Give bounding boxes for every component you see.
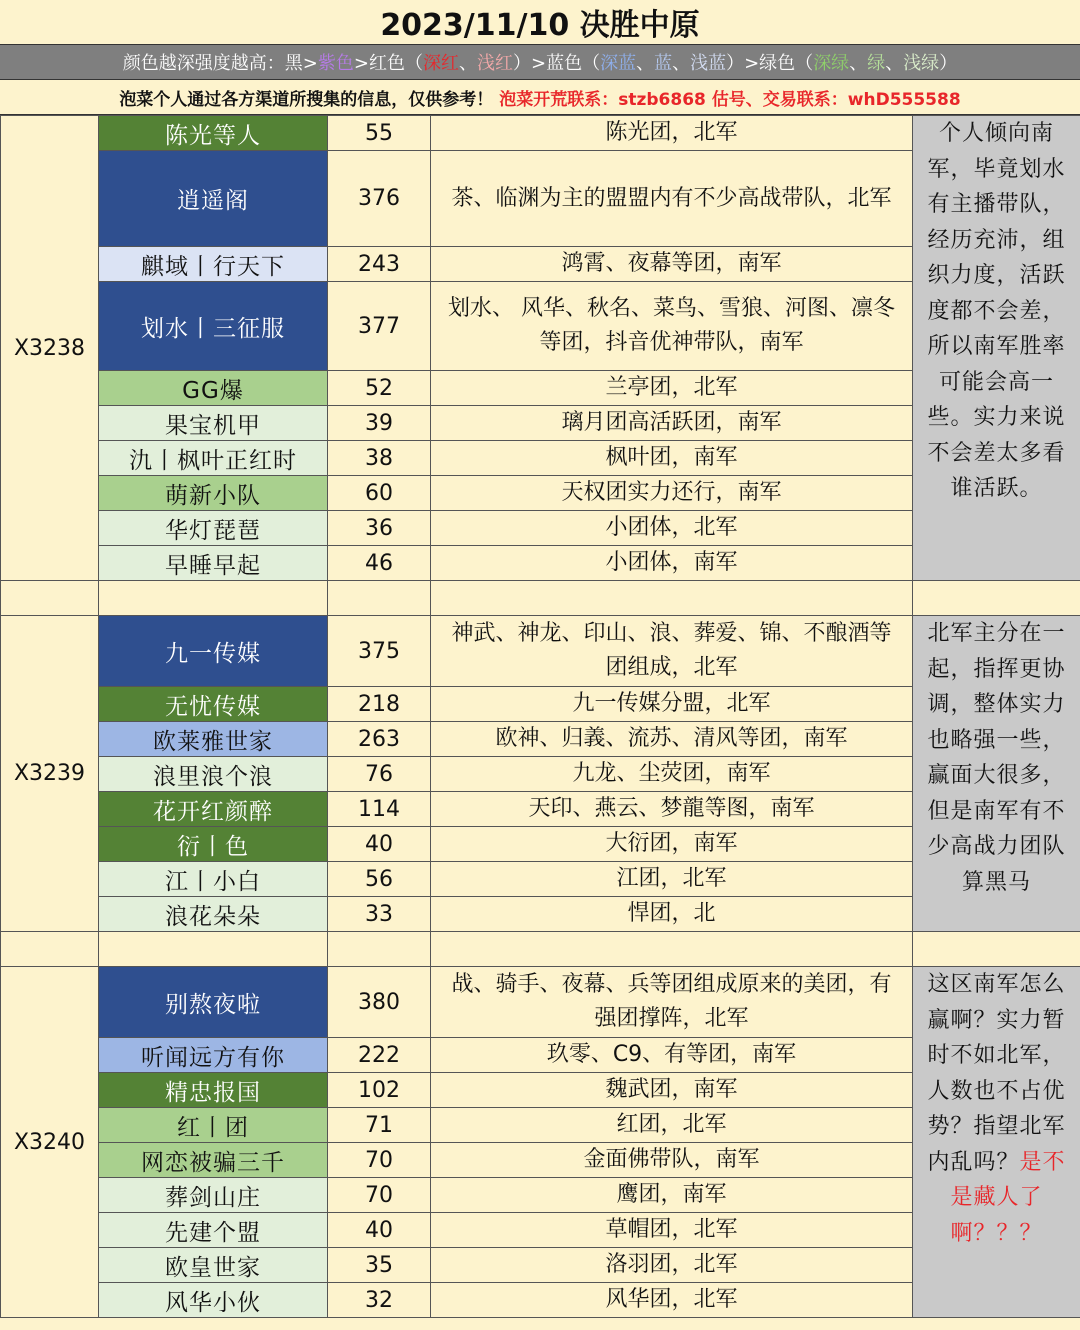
alliance-name: 网恋被骗三千 bbox=[99, 1143, 328, 1178]
legend-purple: 紫色 bbox=[317, 53, 354, 74]
alliance-name: 先建个盟 bbox=[99, 1213, 328, 1248]
comment-text: 个人倾向南军，毕竟划水有主播带队，经历充沛，组织力度，活跃度都不会差，所以南军胜率可能会高一些。实力来说不会差太多看谁活跃。 bbox=[927, 121, 1066, 501]
member-count: 375 bbox=[328, 616, 431, 687]
spacer-cell bbox=[99, 581, 328, 616]
alliance-name: 陈光等人 bbox=[99, 116, 328, 151]
member-count: 40 bbox=[328, 1213, 431, 1248]
member-count: 243 bbox=[328, 247, 431, 282]
alliance-note: 鸿霄、夜幕等团，南军 bbox=[431, 247, 913, 282]
legend-deep-red: 深红 bbox=[423, 53, 459, 74]
page-title: 2023/11/10 决胜中原 bbox=[0, 0, 1080, 45]
member-count: 46 bbox=[328, 546, 431, 581]
alliance-note: 红团，北军 bbox=[431, 1108, 913, 1143]
legend-light-blue: 浅蓝 bbox=[690, 53, 727, 74]
alliance-note: 洛羽团，北军 bbox=[431, 1248, 913, 1283]
member-count: 38 bbox=[328, 441, 431, 476]
member-count: 71 bbox=[328, 1108, 431, 1143]
alliance-name: 别熬夜啦 bbox=[99, 967, 328, 1038]
member-count: 114 bbox=[328, 792, 431, 827]
member-count: 52 bbox=[328, 371, 431, 406]
legend-light-green: 浅绿 bbox=[903, 53, 940, 74]
spacer-row bbox=[1, 581, 1080, 616]
legend-sep: 、 bbox=[885, 53, 904, 74]
member-count: 32 bbox=[328, 1283, 431, 1318]
legend-deep-blue: 深蓝 bbox=[600, 53, 637, 74]
alliance-name: GG爆 bbox=[99, 371, 328, 406]
alliance-note: 鹰团，南军 bbox=[431, 1178, 913, 1213]
legend-green: 绿 bbox=[867, 53, 886, 74]
legend-sep: 、 bbox=[459, 53, 477, 74]
legend-sep: 、 bbox=[636, 53, 655, 74]
color-legend bbox=[0, 45, 1080, 80]
alliance-name: 江丨小白 bbox=[99, 862, 328, 897]
alliance-note: 兰亭团，北军 bbox=[431, 371, 913, 406]
member-count: 102 bbox=[328, 1073, 431, 1108]
alliance-name: 划水丨三征服 bbox=[99, 282, 328, 371]
alliance-note: 天印、燕云、梦龍等图，南军 bbox=[431, 792, 913, 827]
member-count: 40 bbox=[328, 827, 431, 862]
analysis-comment bbox=[913, 967, 1080, 1318]
legend-prefix: 颜色越深强度越高：黑> bbox=[122, 53, 318, 74]
alliance-note: 枫叶团，南军 bbox=[431, 441, 913, 476]
alliance-name: 风华小伙 bbox=[99, 1283, 328, 1318]
member-count: 380 bbox=[328, 967, 431, 1038]
alliance-name: 九一传媒 bbox=[99, 616, 328, 687]
alliance-name: 红丨团 bbox=[99, 1108, 328, 1143]
notice-bar bbox=[0, 80, 1080, 115]
table-row bbox=[1, 967, 1080, 1038]
alliance-note: 划水、 风华、秋名、菜鸟、雪狼、河图、凛冬等团，抖音优神带队，南军 bbox=[431, 282, 913, 371]
spacer-cell bbox=[913, 932, 1080, 967]
member-count: 76 bbox=[328, 757, 431, 792]
alliance-name: 氿丨枫叶正红时 bbox=[99, 441, 328, 476]
alliance-name: 无忧传媒 bbox=[99, 687, 328, 722]
alliance-name: 浪里浪个浪 bbox=[99, 757, 328, 792]
table-row bbox=[1, 616, 1080, 687]
alliance-name: 听闻远方有你 bbox=[99, 1038, 328, 1073]
alliance-note: 九龙、尘荧团，南军 bbox=[431, 757, 913, 792]
alliance-name: 萌新小队 bbox=[99, 476, 328, 511]
alliance-note: 天权团实力还行，南军 bbox=[431, 476, 913, 511]
legend-light-red: 浅红 bbox=[477, 53, 513, 74]
member-count: 39 bbox=[328, 406, 431, 441]
alliance-note: 神武、神龙、印山、浪、葬爱、锦、不酿酒等团组成，北军 bbox=[431, 616, 913, 687]
alliance-name: 葬剑山庄 bbox=[99, 1178, 328, 1213]
alliance-name: 逍遥阁 bbox=[99, 151, 328, 247]
member-count: 70 bbox=[328, 1178, 431, 1213]
member-count: 263 bbox=[328, 722, 431, 757]
alliance-name: 早睡早起 bbox=[99, 546, 328, 581]
alliance-note: 九一传媒分盟，北军 bbox=[431, 687, 913, 722]
server-id: X3240 bbox=[1, 967, 99, 1318]
alliance-note: 魏武团，南军 bbox=[431, 1073, 913, 1108]
member-count: 222 bbox=[328, 1038, 431, 1073]
analysis-comment bbox=[913, 616, 1080, 932]
alliance-name: 华灯琵琶 bbox=[99, 511, 328, 546]
alliance-note: 江团，北军 bbox=[431, 862, 913, 897]
spacer-cell bbox=[1, 581, 99, 616]
notice-text: 泡菜个人通过各方渠道所搜集的信息，仅供参考！ bbox=[119, 89, 494, 110]
legend-blue: 蓝 bbox=[654, 53, 673, 74]
table-body bbox=[1, 116, 1080, 1318]
alliance-name: 衍丨色 bbox=[99, 827, 328, 862]
member-count: 376 bbox=[328, 151, 431, 247]
member-count: 218 bbox=[328, 687, 431, 722]
member-count: 33 bbox=[328, 897, 431, 932]
member-count: 36 bbox=[328, 511, 431, 546]
spacer-cell bbox=[328, 581, 431, 616]
legend-green-part: ）>绿色（ bbox=[726, 53, 814, 74]
member-count: 35 bbox=[328, 1248, 431, 1283]
spacer-cell bbox=[431, 581, 913, 616]
legend-red-part: >红色（ bbox=[353, 53, 423, 74]
spacer-cell bbox=[913, 581, 1080, 616]
alliance-name: 果宝机甲 bbox=[99, 406, 328, 441]
alliance-name: 浪花朵朵 bbox=[99, 897, 328, 932]
legend-sep: 、 bbox=[849, 53, 868, 74]
alliance-table bbox=[0, 115, 1080, 1318]
notice-contact: 泡菜开荒联系：stzb6868 估号、交易联系：whD555588 bbox=[499, 89, 961, 110]
alliance-name: 花开红颜醉 bbox=[99, 792, 328, 827]
alliance-note: 大衍团，南军 bbox=[431, 827, 913, 862]
legend-suffix: ） bbox=[939, 53, 958, 74]
alliance-note: 小团体，北军 bbox=[431, 511, 913, 546]
analysis-comment bbox=[913, 116, 1080, 581]
comment-highlight: 是不是藏人了啊？？？ bbox=[950, 1149, 1066, 1246]
spacer-cell bbox=[431, 932, 913, 967]
server-id: X3239 bbox=[1, 616, 99, 932]
spacer-row bbox=[1, 932, 1080, 967]
spacer-cell bbox=[328, 932, 431, 967]
spacer-cell bbox=[1, 932, 99, 967]
alliance-note: 悍团，北 bbox=[431, 897, 913, 932]
alliance-note: 小团体，南军 bbox=[431, 546, 913, 581]
member-count: 56 bbox=[328, 862, 431, 897]
alliance-name: 精忠报国 bbox=[99, 1073, 328, 1108]
table-row bbox=[1, 116, 1080, 151]
alliance-name: 欧莱雅世家 bbox=[99, 722, 328, 757]
alliance-note: 战、骑手、夜幕、兵等团组成原来的美团，有强团撑阵，北军 bbox=[431, 967, 913, 1038]
comment-text: 这区南军怎么赢啊？实力暂时不如北军，人数也不占优势？指望北军内乱吗？ bbox=[927, 972, 1066, 1175]
alliance-note: 风华团，北军 bbox=[431, 1283, 913, 1318]
alliance-note: 茶、临渊为主的盟盟内有不少高战带队，北军 bbox=[431, 151, 913, 247]
alliance-name: 麒域丨行天下 bbox=[99, 247, 328, 282]
member-count: 55 bbox=[328, 116, 431, 151]
alliance-note: 陈光团，北军 bbox=[431, 116, 913, 151]
alliance-note: 璃月团高活跃团，南军 bbox=[431, 406, 913, 441]
legend-deep-green: 深绿 bbox=[813, 53, 850, 74]
alliance-note: 玖零、C9、有等团，南军 bbox=[431, 1038, 913, 1073]
member-count: 70 bbox=[328, 1143, 431, 1178]
server-id: X3238 bbox=[1, 116, 99, 581]
alliance-note: 欧神、归義、流苏、清风等团，南军 bbox=[431, 722, 913, 757]
alliance-name: 欧皇世家 bbox=[99, 1248, 328, 1283]
alliance-note: 金面佛带队，南军 bbox=[431, 1143, 913, 1178]
comment-text: 北军主分在一起，指挥更协调，整体实力也略强一些，赢面大很多，但是南军有不少高战力团队算黑马 bbox=[927, 621, 1066, 895]
legend-sep: 、 bbox=[672, 53, 691, 74]
legend-blue-part: ）>蓝色（ bbox=[513, 53, 601, 74]
member-count: 60 bbox=[328, 476, 431, 511]
alliance-note: 草帽团，北军 bbox=[431, 1213, 913, 1248]
member-count: 377 bbox=[328, 282, 431, 371]
spacer-cell bbox=[99, 932, 328, 967]
